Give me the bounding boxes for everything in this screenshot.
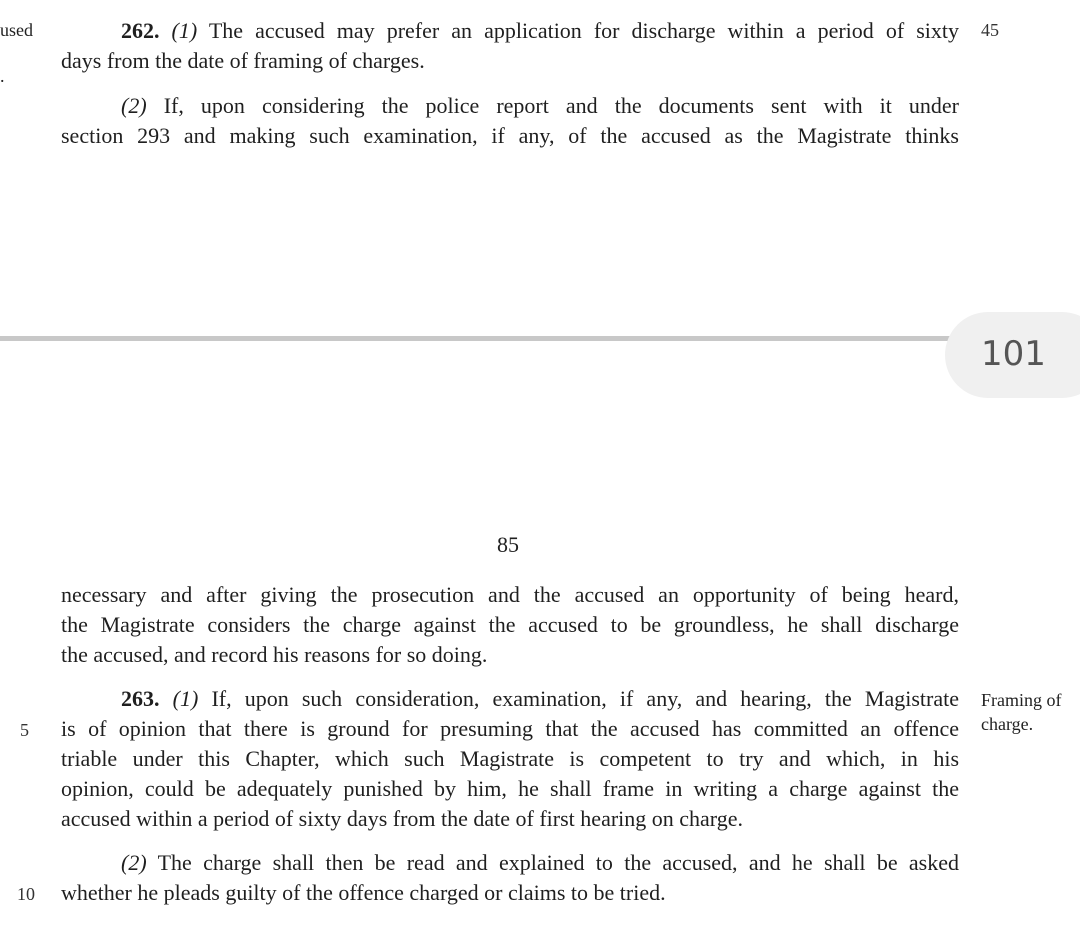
text-line: whether he pleads guilty of the offence charged or claims to be tried. bbox=[61, 880, 666, 905]
section-263-subsection-1 bbox=[61, 684, 959, 834]
text-line: is of opinion that there is ground for presuming that the accused has committed an offence bbox=[61, 716, 959, 741]
subsection-marker: (1) bbox=[171, 18, 198, 43]
side-note-line: Framing of bbox=[981, 690, 1062, 710]
subsection-marker: (2) bbox=[121, 850, 147, 875]
line-number-45: 45 bbox=[981, 20, 999, 40]
page-indicator-number: 101 bbox=[981, 334, 1046, 374]
subsection-marker: (2) bbox=[121, 93, 147, 118]
subsection-marker: (1) bbox=[172, 686, 199, 711]
text: If, upon considering the police report and the documents sent with it under bbox=[163, 93, 959, 118]
page-indicator-badge[interactable] bbox=[945, 312, 1080, 398]
text-line bbox=[61, 91, 959, 121]
text: The accused may prefer an application for discharge within a period of sixty bbox=[208, 18, 959, 43]
section-262-continuation bbox=[61, 580, 959, 670]
section-262-subsection-2 bbox=[61, 91, 959, 151]
text-line: section 293 and making such examination, if any, of the accused as the Magistrate thinks bbox=[61, 123, 959, 148]
margin-dot: . bbox=[0, 66, 5, 86]
text-line: the accused, and record his reasons for so doing. bbox=[61, 642, 488, 667]
text-line: days from the date of framing of charges. bbox=[61, 48, 425, 73]
page-divider bbox=[0, 336, 960, 341]
line-number-5: 5 bbox=[20, 720, 29, 740]
text-line bbox=[61, 16, 959, 46]
section-number: 262. bbox=[121, 18, 160, 43]
margin-note-fragment: used bbox=[0, 20, 33, 40]
text-line: the Magistrate considers the charge against the accused to be groundless, he shall discharge bbox=[61, 612, 959, 637]
section-263-subsection-2 bbox=[61, 848, 959, 908]
side-note-line: charge. bbox=[981, 714, 1034, 734]
section-262-subsection-1 bbox=[61, 16, 959, 76]
side-note-framing-of-charge bbox=[981, 688, 1062, 736]
text-line: accused within a period of sixty days from the date of first hearing on charge. bbox=[61, 806, 743, 831]
text-line: necessary and after giving the prosecution and the accused an opportunity of being heard, bbox=[61, 582, 959, 607]
line-number-10: 10 bbox=[17, 884, 35, 904]
section-number: 263. bbox=[121, 686, 160, 711]
text-line: opinion, could be adequately punished by him, he shall frame in writing a charge against the bbox=[61, 776, 959, 801]
text-line: triable under this Chapter, which such Magistrate is competent to try and which, in his bbox=[61, 746, 959, 771]
text-line bbox=[61, 848, 959, 878]
page-number: 85 bbox=[497, 532, 519, 557]
text-line bbox=[61, 684, 959, 714]
text: The charge shall then be read and explained to the accused, and he shall be asked bbox=[157, 850, 959, 875]
text: If, upon such consideration, examination, if any, and hearing, the Magistrate bbox=[211, 686, 959, 711]
